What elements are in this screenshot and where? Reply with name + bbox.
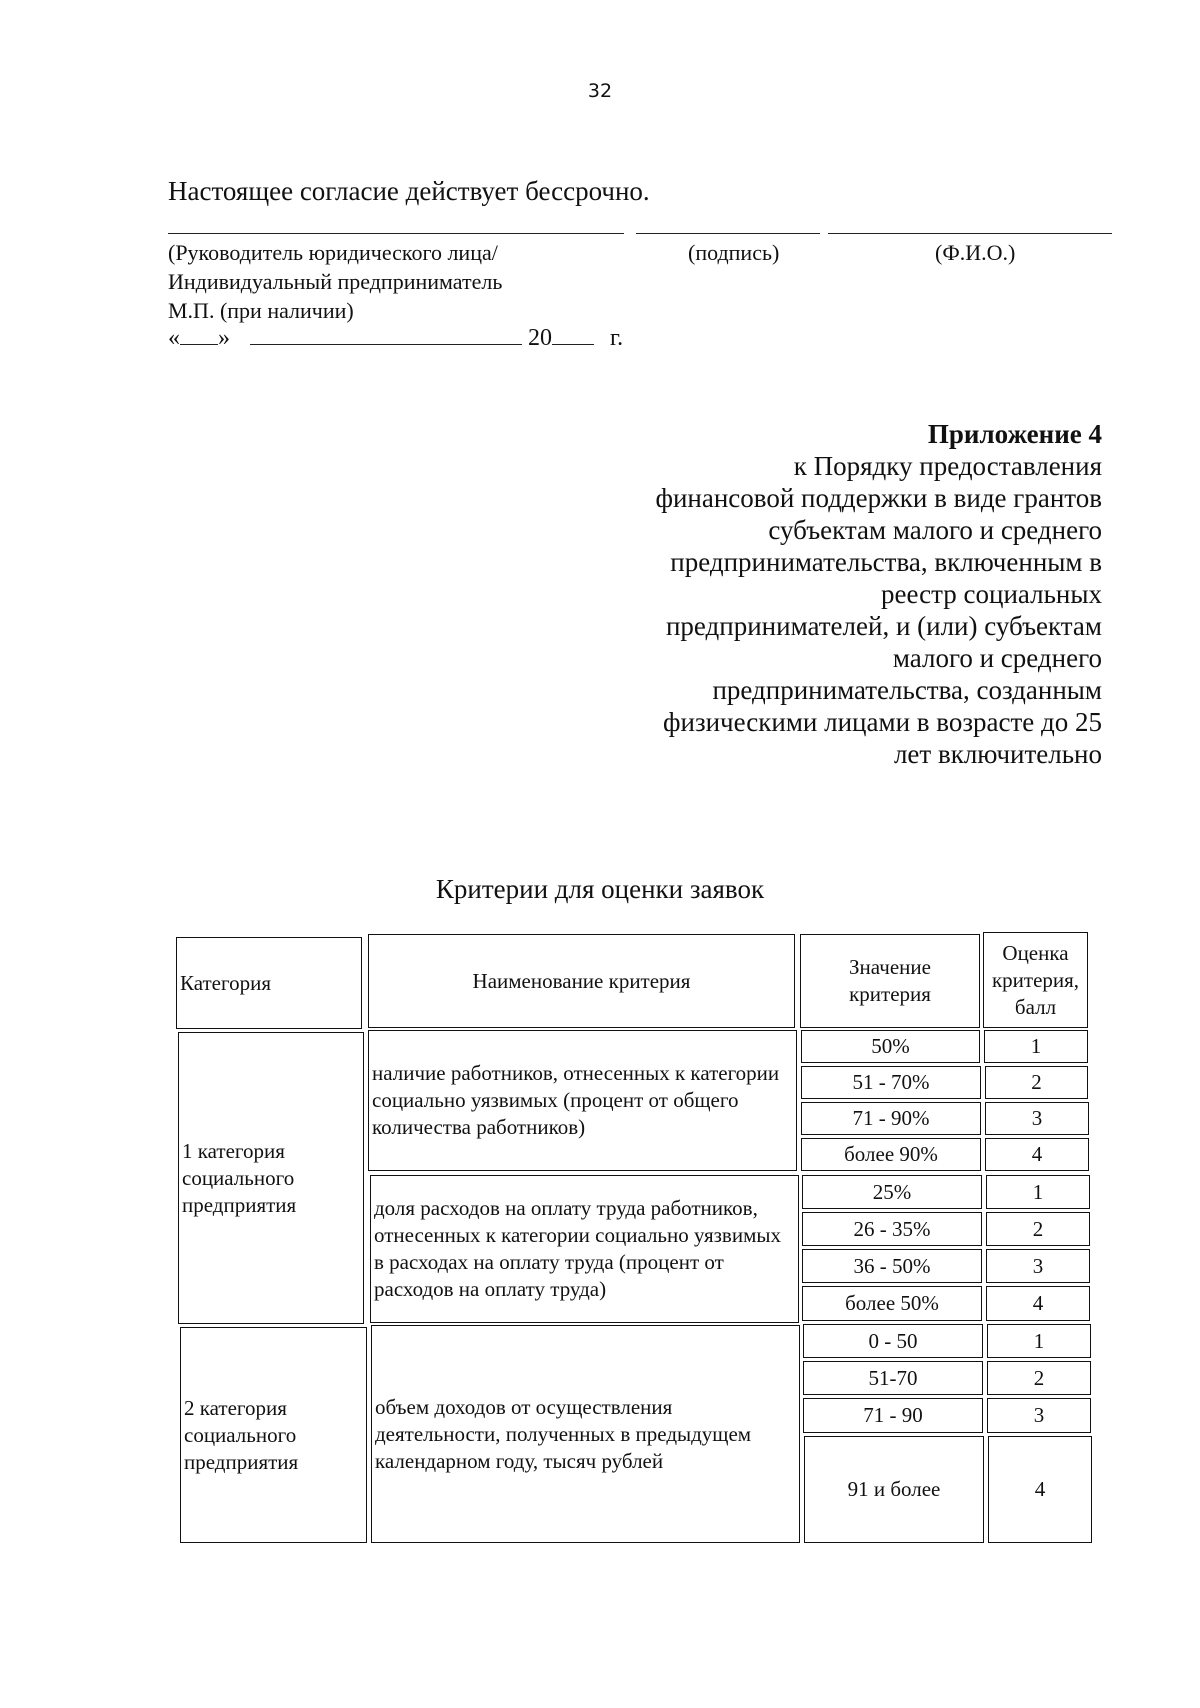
signature-line [636,233,820,234]
value-cell: 36 - 50% [802,1249,982,1283]
appendix-line: реестр социальных [881,579,1102,609]
score-cell: 3 [985,1102,1089,1135]
header-score: Оценка критерия, балл [983,932,1088,1028]
criterion-cell: доля расходов на оплату труда работников, отнесенных к категории социально уязвимых в расходах на оплату труда (процент от расходов на оплату труда) [370,1175,799,1323]
day-blank [180,322,218,345]
value-cell: 50% [801,1030,980,1063]
appendix-line: субъектам малого и среднего [768,515,1102,545]
appendix-line: предпринимательства, созданным [712,675,1102,705]
appendix-line: предпринимательства, включенным в [670,547,1102,577]
signature-label: (подпись) [688,240,780,265]
appendix-line: физическими лицами в возрасте до 25 [663,707,1102,737]
page-number: 32 [587,80,613,102]
score-cell: 1 [986,1175,1090,1209]
score-cell: 3 [987,1398,1091,1433]
value-cell: 51 - 70% [801,1066,981,1099]
criterion-cell: наличие работников, отнесенных к категории социально уязвимых (процент от общего количества работников) [368,1030,797,1171]
appendix-line: предпринимателей, и (или) субъектам [665,611,1102,641]
appendix-block [582,418,1102,770]
value-cell: 71 - 90% [801,1102,981,1135]
name-line [828,233,1112,234]
criterion-cell: объем доходов от осуществления деятельности, полученных в предыдущем календарном году, тысяч рублей [371,1325,800,1543]
name-label: (Ф.И.О.) [935,240,1016,265]
appendix-line: к Порядку предоставления [793,451,1102,481]
value-cell: 91 и более [804,1436,984,1543]
appendix-line: малого и среднего [892,643,1102,673]
date-open-quote: « [168,325,180,351]
appendix-title: Приложение 4 [927,419,1102,449]
head-signature-line [168,233,624,234]
consent-statement: Настоящее согласие действует бессрочно. [168,176,650,206]
header-criterion: Наименование критерия [368,934,795,1028]
value-cell: 51-70 [803,1361,983,1395]
year-prefix: 20 [528,325,552,351]
header-value: Значение критерия [800,934,980,1028]
value-cell: 71 - 90 [803,1398,983,1433]
category-cell: 2 категория социального предприятия [180,1327,367,1543]
year-blank [552,322,594,345]
criteria-title: Критерии для оценки заявок [435,874,765,904]
head-label-line1: (Руководитель юридического лица/ [168,240,498,265]
score-cell: 4 [985,1138,1089,1171]
value-cell: более 90% [801,1138,981,1171]
appendix-line: финансовой поддержки в виде грантов [655,483,1102,513]
date-line [168,322,623,352]
score-cell: 4 [988,1436,1092,1543]
score-cell: 2 [985,1066,1088,1099]
value-cell: 26 - 35% [802,1212,982,1246]
value-cell: более 50% [802,1286,982,1321]
date-close-quote: » [218,325,230,351]
appendix-line: лет включительно [893,739,1102,769]
seal-label: М.П. (при наличии) [168,298,354,323]
header-category: Категория [176,937,362,1029]
score-cell: 2 [987,1361,1091,1395]
category-cell: 1 категория социального предприятия [178,1032,364,1324]
value-cell: 0 - 50 [803,1324,983,1358]
score-cell: 4 [986,1286,1090,1321]
head-label-line2: Индивидуальный предприниматель [168,269,503,294]
score-cell: 1 [984,1030,1088,1063]
year-suffix: г. [610,325,624,351]
score-cell: 2 [986,1212,1090,1246]
score-cell: 1 [987,1324,1091,1358]
value-cell: 25% [802,1175,982,1209]
score-cell: 3 [986,1249,1090,1283]
month-blank [250,322,522,345]
